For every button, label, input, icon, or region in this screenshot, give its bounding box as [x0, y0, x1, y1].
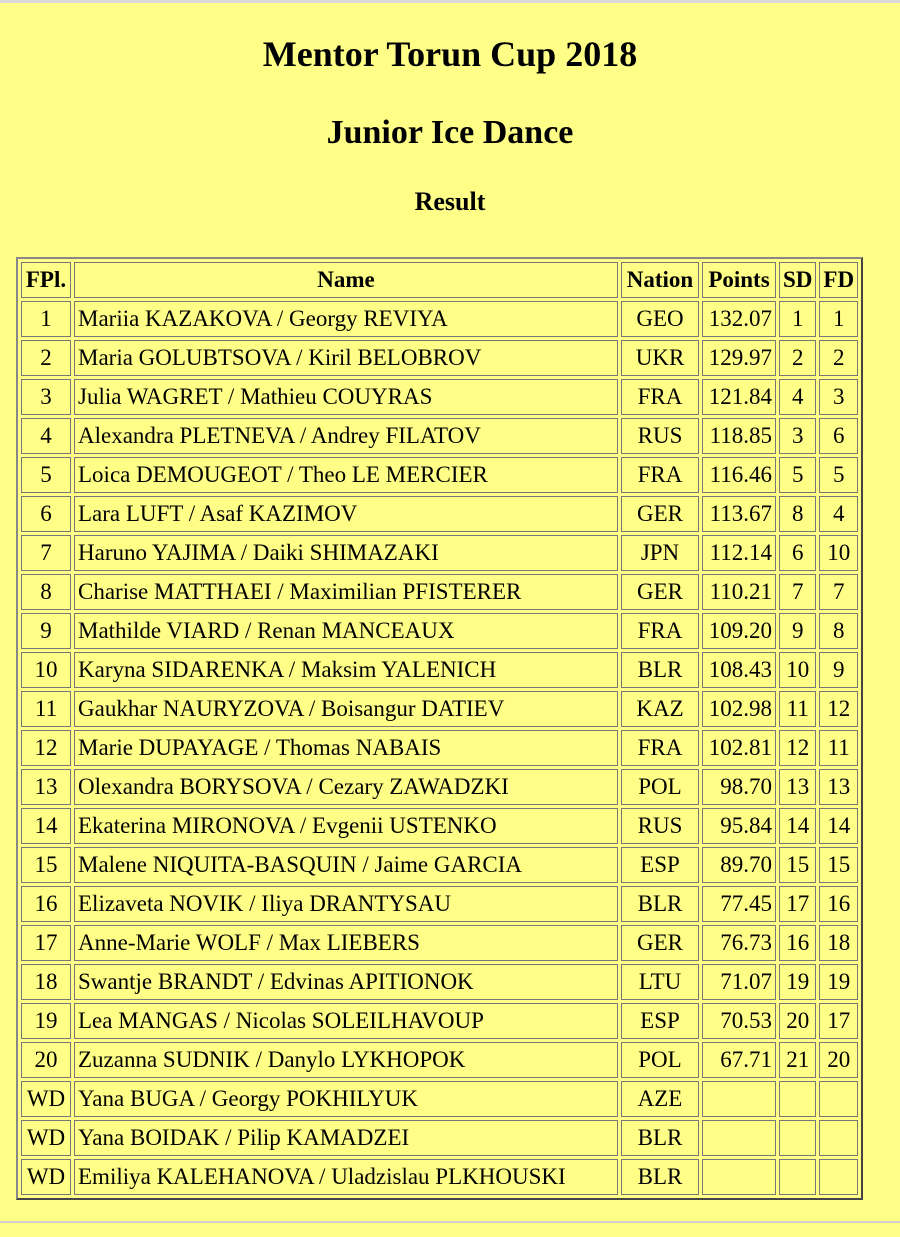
cell-placement: 20	[21, 1042, 71, 1078]
cell-points	[702, 1081, 776, 1117]
cell-placement: 15	[21, 847, 71, 883]
column-header-fd: FD	[819, 262, 858, 298]
cell-placement: 16	[21, 886, 71, 922]
cell-fd-place	[819, 1081, 858, 1117]
table-row	[21, 496, 858, 532]
cell-fd-place: 6	[819, 418, 858, 454]
cell-placement: 3	[21, 379, 71, 415]
cell-sd-place	[779, 1159, 816, 1195]
table-row	[21, 574, 858, 610]
table-row	[21, 808, 858, 844]
cell-name: Elizaveta NOVIK / Iliya DRANTYSAU	[74, 886, 618, 922]
cell-points: 121.84	[702, 379, 776, 415]
cell-points: 70.53	[702, 1003, 776, 1039]
cell-points: 71.07	[702, 964, 776, 1000]
cell-points: 118.85	[702, 418, 776, 454]
cell-name: Swantje BRANDT / Edvinas APITIONOK	[74, 964, 618, 1000]
cell-nation: FRA	[621, 730, 699, 766]
cell-placement: WD	[21, 1159, 71, 1195]
cell-nation: ESP	[621, 847, 699, 883]
event-title: Mentor Torun Cup 2018	[262, 34, 638, 74]
cell-nation: GER	[621, 574, 699, 610]
cell-fd-place: 16	[819, 886, 858, 922]
cell-nation: POL	[621, 769, 699, 805]
cell-placement: 11	[21, 691, 71, 727]
cell-nation: BLR	[621, 886, 699, 922]
cell-fd-place: 19	[819, 964, 858, 1000]
cell-nation: JPN	[621, 535, 699, 571]
cell-name: Mariia KAZAKOVA / Georgy REVIYA	[74, 301, 618, 337]
table-row	[21, 691, 858, 727]
cell-nation: GEO	[621, 301, 699, 337]
cell-placement: 8	[21, 574, 71, 610]
cell-fd-place: 2	[819, 340, 858, 376]
cell-fd-place: 13	[819, 769, 858, 805]
cell-points: 109.20	[702, 613, 776, 649]
cell-name: Emiliya KALEHANOVA / Uladzislau PLKHOUSKI	[74, 1159, 618, 1195]
cell-placement: 10	[21, 652, 71, 688]
cell-placement: WD	[21, 1120, 71, 1156]
cell-fd-place: 9	[819, 652, 858, 688]
cell-points: 110.21	[702, 574, 776, 610]
cell-fd-place: 5	[819, 457, 858, 493]
results-body	[21, 301, 858, 1195]
cell-fd-place: 20	[819, 1042, 858, 1078]
table-row	[21, 340, 858, 376]
cell-nation: LTU	[621, 964, 699, 1000]
cell-points: 102.98	[702, 691, 776, 727]
results-table	[16, 257, 863, 1200]
cell-sd-place: 2	[779, 340, 816, 376]
cell-sd-place: 17	[779, 886, 816, 922]
cell-points: 113.67	[702, 496, 776, 532]
cell-sd-place: 13	[779, 769, 816, 805]
cell-fd-place: 8	[819, 613, 858, 649]
cell-sd-place: 4	[779, 379, 816, 415]
cell-name: Alexandra PLETNEVA / Andrey FILATOV	[74, 418, 618, 454]
cell-points	[702, 1159, 776, 1195]
results-table-wrapper	[16, 257, 863, 1200]
cell-fd-place: 15	[819, 847, 858, 883]
table-row	[21, 418, 858, 454]
cell-placement: 7	[21, 535, 71, 571]
cell-points: 132.07	[702, 301, 776, 337]
section-title: Result	[414, 187, 486, 216]
cell-name: Maria GOLUBTSOVA / Kiril BELOBROV	[74, 340, 618, 376]
cell-name: Mathilde VIARD / Renan MANCEAUX	[74, 613, 618, 649]
column-header-points: Points	[702, 262, 776, 298]
cell-name: Loica DEMOUGEOT / Theo LE MERCIER	[74, 457, 618, 493]
table-row	[21, 613, 858, 649]
category-title: Junior Ice Dance	[326, 114, 574, 151]
bottom-cutoff	[0, 1221, 900, 1237]
cell-name: Gaukhar NAURYZOVA / Boisangur DATIEV	[74, 691, 618, 727]
cell-placement: 18	[21, 964, 71, 1000]
cell-placement: 17	[21, 925, 71, 961]
cell-placement: 5	[21, 457, 71, 493]
table-row	[21, 1003, 858, 1039]
cell-sd-place: 1	[779, 301, 816, 337]
cell-sd-place: 7	[779, 574, 816, 610]
cell-placement: 12	[21, 730, 71, 766]
cell-name: Zuzanna SUDNIK / Danylo LYKHOPOK	[74, 1042, 618, 1078]
cell-fd-place: 18	[819, 925, 858, 961]
cell-fd-place: 17	[819, 1003, 858, 1039]
cell-sd-place: 11	[779, 691, 816, 727]
cell-sd-place: 12	[779, 730, 816, 766]
cell-name: Lara LUFT / Asaf KAZIMOV	[74, 496, 618, 532]
cell-name: Yana BOIDAK / Pilip KAMADZEI	[74, 1120, 618, 1156]
cell-sd-place	[779, 1120, 816, 1156]
cell-fd-place: 7	[819, 574, 858, 610]
cell-placement: 6	[21, 496, 71, 532]
cell-placement: 1	[21, 301, 71, 337]
cell-placement: WD	[21, 1081, 71, 1117]
column-header-sd: SD	[779, 262, 816, 298]
cell-fd-place	[819, 1120, 858, 1156]
cell-name: Olexandra BORYSOVA / Cezary ZAWADZKI	[74, 769, 618, 805]
cell-nation: POL	[621, 1042, 699, 1078]
cell-sd-place: 9	[779, 613, 816, 649]
cell-sd-place: 15	[779, 847, 816, 883]
column-header-nation: Nation	[621, 262, 699, 298]
cell-nation: FRA	[621, 613, 699, 649]
table-row	[21, 964, 858, 1000]
cell-sd-place: 8	[779, 496, 816, 532]
table-row	[21, 925, 858, 961]
cell-sd-place: 10	[779, 652, 816, 688]
cell-nation: RUS	[621, 418, 699, 454]
cell-points	[702, 1120, 776, 1156]
column-header-name: Name	[74, 262, 618, 298]
table-row	[21, 535, 858, 571]
table-row	[21, 1042, 858, 1078]
cell-nation: RUS	[621, 808, 699, 844]
cell-name: Julia WAGRET / Mathieu COUYRAS	[74, 379, 618, 415]
table-row	[21, 652, 858, 688]
top-border	[0, 0, 900, 3]
table-row	[21, 886, 858, 922]
cell-fd-place: 11	[819, 730, 858, 766]
cell-name: Karyna SIDARENKA / Maksim YALENICH	[74, 652, 618, 688]
table-row	[21, 1159, 858, 1195]
cell-sd-place: 16	[779, 925, 816, 961]
cell-nation: BLR	[621, 1120, 699, 1156]
cell-points: 98.70	[702, 769, 776, 805]
cell-sd-place: 5	[779, 457, 816, 493]
cell-points: 77.45	[702, 886, 776, 922]
cell-nation: GER	[621, 925, 699, 961]
cell-sd-place	[779, 1081, 816, 1117]
table-header-row	[21, 262, 858, 298]
cell-points: 102.81	[702, 730, 776, 766]
cell-fd-place: 3	[819, 379, 858, 415]
cell-nation: KAZ	[621, 691, 699, 727]
cell-sd-place: 21	[779, 1042, 816, 1078]
cell-nation: ESP	[621, 1003, 699, 1039]
table-row	[21, 847, 858, 883]
table-row	[21, 379, 858, 415]
cell-nation: AZE	[621, 1081, 699, 1117]
cell-fd-place: 12	[819, 691, 858, 727]
cell-name: Charise MATTHAEI / Maximilian PFISTERER	[74, 574, 618, 610]
table-row	[21, 730, 858, 766]
cell-nation: FRA	[621, 457, 699, 493]
cell-name: Anne-Marie WOLF / Max LIEBERS	[74, 925, 618, 961]
cell-sd-place: 19	[779, 964, 816, 1000]
cell-placement: 2	[21, 340, 71, 376]
cell-placement: 14	[21, 808, 71, 844]
cell-placement: 19	[21, 1003, 71, 1039]
cell-points: 116.46	[702, 457, 776, 493]
table-row	[21, 1120, 858, 1156]
cell-fd-place: 4	[819, 496, 858, 532]
cell-points: 108.43	[702, 652, 776, 688]
cell-sd-place: 6	[779, 535, 816, 571]
cell-placement: 9	[21, 613, 71, 649]
cell-points: 67.71	[702, 1042, 776, 1078]
table-row	[21, 301, 858, 337]
cell-name: Marie DUPAYAGE / Thomas NABAIS	[74, 730, 618, 766]
cell-fd-place: 10	[819, 535, 858, 571]
cell-name: Ekaterina MIRONOVA / Evgenii USTENKO	[74, 808, 618, 844]
cell-sd-place: 3	[779, 418, 816, 454]
cell-points: 76.73	[702, 925, 776, 961]
cell-name: Haruno YAJIMA / Daiki SHIMAZAKI	[74, 535, 618, 571]
column-header-fpl: FPl.	[21, 262, 71, 298]
cell-nation: FRA	[621, 379, 699, 415]
cell-placement: 4	[21, 418, 71, 454]
table-row	[21, 769, 858, 805]
cell-sd-place: 20	[779, 1003, 816, 1039]
cell-points: 129.97	[702, 340, 776, 376]
cell-points: 112.14	[702, 535, 776, 571]
cell-name: Lea MANGAS / Nicolas SOLEILHAVOUP	[74, 1003, 618, 1039]
cell-fd-place	[819, 1159, 858, 1195]
cell-name: Malene NIQUITA-BASQUIN / Jaime GARCIA	[74, 847, 618, 883]
cell-nation: GER	[621, 496, 699, 532]
cell-placement: 13	[21, 769, 71, 805]
table-row	[21, 1081, 858, 1117]
cell-fd-place: 1	[819, 301, 858, 337]
cell-fd-place: 14	[819, 808, 858, 844]
cell-sd-place: 14	[779, 808, 816, 844]
table-row	[21, 457, 858, 493]
cell-points: 89.70	[702, 847, 776, 883]
cell-nation: BLR	[621, 652, 699, 688]
cell-nation: BLR	[621, 1159, 699, 1195]
cell-name: Yana BUGA / Georgy POKHILYUK	[74, 1081, 618, 1117]
cell-points: 95.84	[702, 808, 776, 844]
cell-nation: UKR	[621, 340, 699, 376]
